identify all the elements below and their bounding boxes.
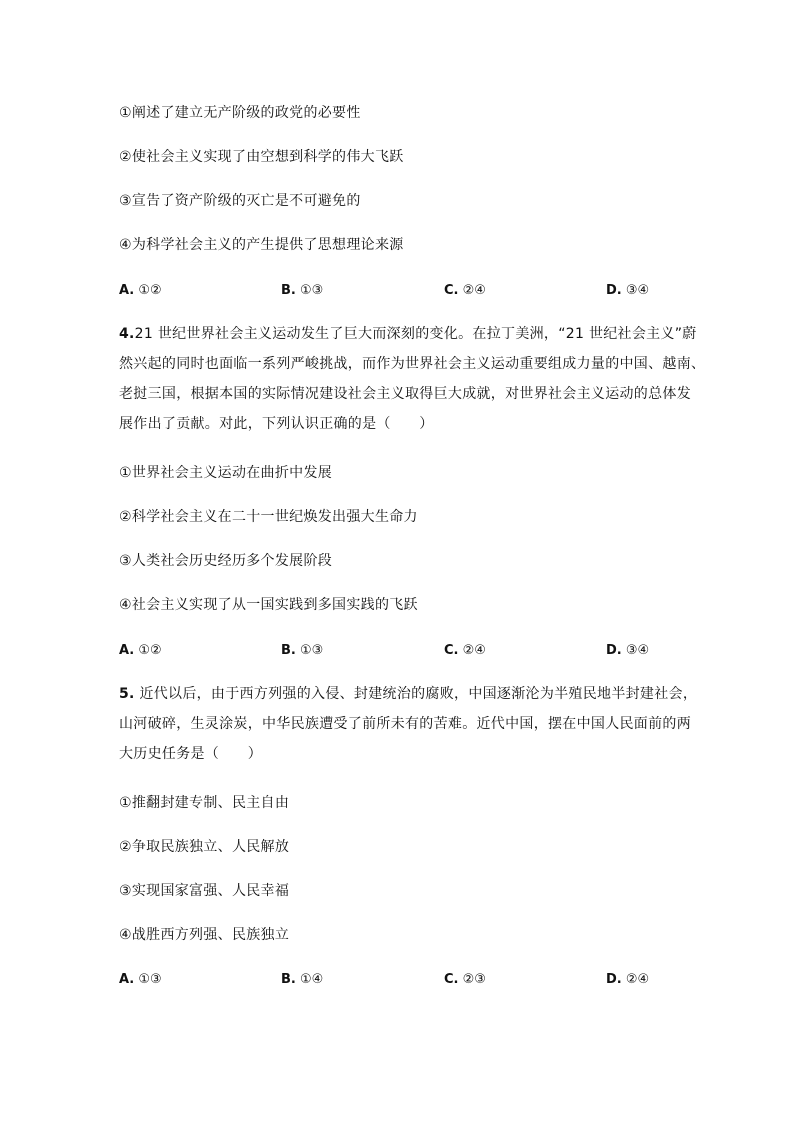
q4-statement-3: ③人类社会历史经历多个发展阶段 bbox=[119, 553, 333, 569]
q5-option-c bbox=[444, 970, 486, 990]
q5-statement-1: ①推翻封建专制、民主自由 bbox=[119, 795, 290, 811]
q4-option-c bbox=[444, 641, 486, 661]
q4-stem-line-1 bbox=[119, 324, 697, 344]
q4-stem-text-1: 21 世纪世界社会主义运动发生了巨大而深刻的变化。在拉丁美洲，“21 世纪社会主义”蔚 bbox=[134, 326, 697, 342]
q5-option-a bbox=[119, 970, 162, 990]
option-letter: C. bbox=[444, 972, 459, 987]
option-letter: B. bbox=[281, 283, 296, 298]
q5-stem-line-3: 大历史任务是（ ） bbox=[119, 746, 262, 762]
q3-statement-1: ①阐述了建立无产阶级的政党的必要性 bbox=[119, 105, 361, 121]
option-letter: A. bbox=[119, 283, 135, 298]
q3-option-d bbox=[606, 281, 649, 301]
option-letter: C. bbox=[444, 643, 459, 658]
option-text: ②④ bbox=[462, 283, 486, 298]
question-number: 4. bbox=[119, 326, 135, 342]
q3-option-b bbox=[281, 281, 323, 301]
q5-statement-3: ③实现国家富强、人民幸福 bbox=[119, 883, 290, 899]
q4-statement-1: ①世界社会主义运动在曲折中发展 bbox=[119, 465, 333, 481]
q4-option-a bbox=[119, 641, 162, 661]
option-text: ②④ bbox=[462, 643, 486, 658]
option-text: ③④ bbox=[625, 643, 650, 658]
q5-statement-2: ②争取民族独立、人民解放 bbox=[119, 839, 290, 855]
q4-stem-line-2: 然兴起的同时也面临一系列严峻挑战，而作为世界社会主义运动重要组成力量的中国、越南、 bbox=[119, 356, 706, 372]
q5-option-d bbox=[606, 970, 649, 990]
q4-stem-line-4: 展作出了贡献。对此，下列认识正确的是（ ） bbox=[119, 416, 434, 432]
q5-option-b bbox=[281, 970, 323, 990]
option-text: ①④ bbox=[300, 972, 324, 987]
option-letter: B. bbox=[281, 972, 296, 987]
option-letter: B. bbox=[281, 643, 296, 658]
option-letter: C. bbox=[444, 283, 459, 298]
q5-stem-line-2: 山河破碎，生灵涂炭，中华民族遭受了前所未有的苦难。近代中国，摆在中国人民面前的两 bbox=[119, 716, 691, 732]
q4-option-b bbox=[281, 641, 323, 661]
q3-option-c bbox=[444, 281, 486, 301]
q3-statement-2: ②使社会主义实现了由空想到科学的伟大飞跃 bbox=[119, 149, 404, 165]
option-letter: D. bbox=[606, 283, 622, 298]
option-letter: A. bbox=[119, 643, 135, 658]
option-text: ①③ bbox=[300, 283, 324, 298]
option-letter: D. bbox=[606, 643, 622, 658]
q3-statement-3: ③宣告了资产阶级的灭亡是不可避免的 bbox=[119, 193, 361, 209]
question-number: 5. bbox=[119, 686, 135, 702]
q5-stem-text-1: 近代以后，由于西方列强的入侵、封建统治的腐败，中国逐渐沦为半殖民地半封建社会， bbox=[139, 686, 698, 702]
q4-statement-2: ②科学社会主义在二十一世纪焕发出强大生命力 bbox=[119, 509, 418, 525]
option-text: ③④ bbox=[625, 283, 650, 298]
option-letter: D. bbox=[606, 972, 622, 987]
option-text: ①③ bbox=[138, 972, 162, 987]
option-text: ①② bbox=[138, 283, 162, 298]
option-text: ②④ bbox=[625, 972, 650, 987]
q3-statement-4: ④为科学社会主义的产生提供了思想理论来源 bbox=[119, 237, 404, 253]
q5-statement-4: ④战胜西方列强、民族独立 bbox=[119, 927, 290, 943]
q5-stem-line-1 bbox=[119, 684, 697, 704]
q3-option-a bbox=[119, 281, 162, 301]
option-text: ①② bbox=[138, 643, 162, 658]
q4-option-d bbox=[606, 641, 649, 661]
option-text: ①③ bbox=[300, 643, 324, 658]
q4-stem-line-3: 老挝三国，根据本国的实际情况建设社会主义取得巨大成就，对世界社会主义运动的总体发 bbox=[119, 386, 691, 402]
option-text: ②③ bbox=[462, 972, 486, 987]
q4-statement-4: ④社会主义实现了从一国实践到多国实践的飞跃 bbox=[119, 597, 418, 613]
option-letter: A. bbox=[119, 972, 135, 987]
